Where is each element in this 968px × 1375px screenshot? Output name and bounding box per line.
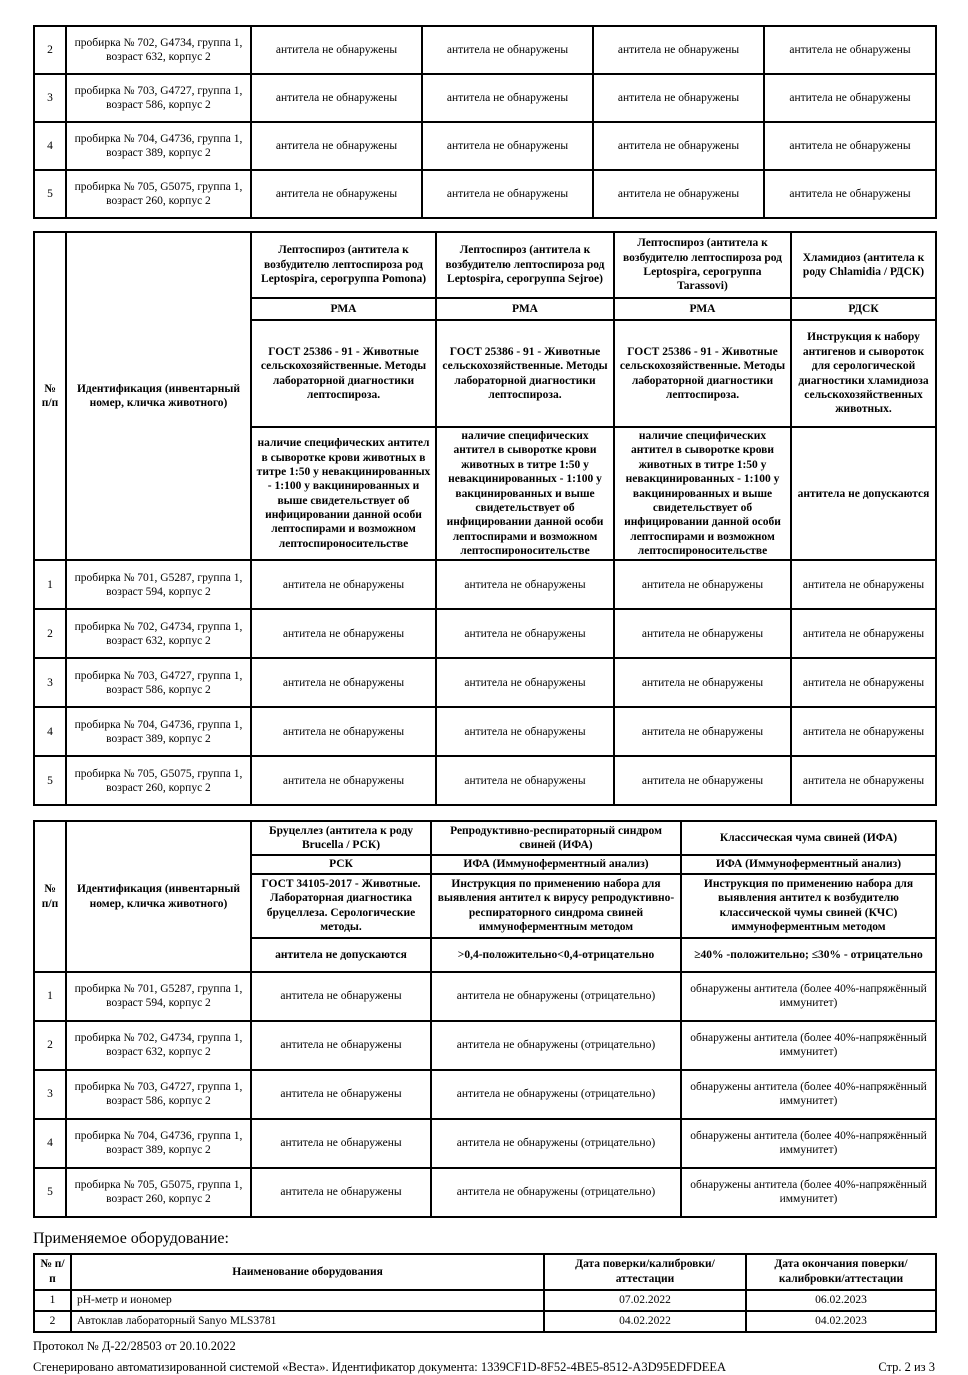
column-header: Дата поверки/калибровки/аттестации (544, 1254, 746, 1290)
sample-id: пробирка № 702, G4734, группа 1, возраст 632, корпус 2 (66, 609, 251, 658)
result-cell: антитела не обнаружены (614, 560, 791, 609)
standard-cell: ГОСТ 25386 - 91 - Животные сельскохозяйственные. Методы лабораторной диагностики лептоспироза. (614, 320, 791, 427)
result-cell: антитела не обнаружены (отрицательно) (431, 1021, 681, 1070)
norm-cell: >0,4-положительно<0,4-отрицательно (431, 938, 681, 972)
method-cell: РМА (436, 298, 614, 320)
result-cell: антитела не обнаружены (251, 972, 431, 1021)
result-cell: антитела не обнаружены (791, 658, 936, 707)
table-row (34, 122, 936, 170)
result-cell: антитела не обнаружены (251, 1119, 431, 1168)
row-number: 4 (34, 122, 66, 170)
row-number: 5 (34, 756, 66, 805)
result-cell: антитела не обнаружены (593, 26, 764, 74)
sample-id: пробирка № 705, G5075, группа 1, возраст 260, корпус 2 (66, 1168, 251, 1217)
method-cell: РСК (251, 855, 431, 873)
sample-id: пробирка № 704, G4736, группа 1, возраст 389, корпус 2 (66, 1119, 251, 1168)
result-cell: антитела не обнаружены (614, 756, 791, 805)
standard-cell: ГОСТ 34105-2017 - Животные. Лабораторная диагностика бруцеллеза. Серологические методы. (251, 874, 431, 938)
result-cell: антитела не обнаружены (436, 560, 614, 609)
table-row (34, 26, 936, 74)
method-cell: РМА (251, 298, 436, 320)
result-cell: обнаружены антитела (более 40%-напряжённый иммунитет) (681, 1021, 936, 1070)
equipment-header-row (34, 1254, 936, 1290)
result-cell: антитела не обнаружены (отрицательно) (431, 1119, 681, 1168)
result-cell: антитела не обнаружены (422, 170, 593, 218)
result-cell: антитела не обнаружены (отрицательно) (431, 972, 681, 1021)
result-cell: антитела не обнаружены (251, 707, 436, 756)
standard-cell: Инструкция по применению набора для выявления антител к возбудителю классической чумы свиней (КЧС) иммуноферментным методом (681, 874, 936, 938)
result-cell: антитела не обнаружены (593, 170, 764, 218)
row-number: 2 (34, 1021, 66, 1070)
row-number: 4 (34, 707, 66, 756)
document-page (33, 0, 935, 1375)
assay-name-row (34, 821, 936, 855)
result-cell: антитела не обнаружены (251, 609, 436, 658)
assay-name-header: Классическая чума свиней (ИФА) (681, 821, 936, 855)
result-cell: антитела не обнаружены (251, 1168, 431, 1217)
method-cell: ИФА (Иммуноферментный анализ) (681, 855, 936, 873)
sample-id: пробирка № 703, G4727, группа 1, возраст 586, корпус 2 (66, 1070, 251, 1119)
table-row (34, 1119, 936, 1168)
result-cell: антитела не обнаружены (отрицательно) (431, 1070, 681, 1119)
result-cell: антитела не обнаружены (отрицательно) (431, 1168, 681, 1217)
result-cell: антитела не обнаружены (251, 74, 422, 122)
result-cell: антитела не обнаружены (764, 26, 936, 74)
table-row (34, 756, 936, 805)
sample-id: пробирка № 703, G4727, группа 1, возраст 586, корпус 2 (66, 74, 251, 122)
row-number: 5 (34, 1168, 66, 1217)
sample-id: пробирка № 705, G5075, группа 1, возраст 260, корпус 2 (66, 756, 251, 805)
result-cell: антитела не обнаружены (791, 707, 936, 756)
row-number: 3 (34, 74, 66, 122)
result-cell: антитела не обнаружены (251, 1070, 431, 1119)
result-cell: антитела не обнаружены (251, 560, 436, 609)
result-cell: антитела не обнаружены (764, 122, 936, 170)
method-cell: РДСК (791, 298, 936, 320)
sample-id: пробирка № 705, G5075, группа 1, возраст 260, корпус 2 (66, 170, 251, 218)
result-cell: антитела не обнаружены (251, 1021, 431, 1070)
assay-name-row (34, 232, 936, 298)
assay-name-header: Лептоспироз (антитела к возбудителю лептоспироза род Leptospira, серогруппа Tarassovi) (614, 232, 791, 298)
column-header: № п/п (34, 1254, 71, 1290)
equipment-name: Автоклав лабораторный Sanyo MLS3781 (71, 1311, 544, 1332)
table-row (34, 1070, 936, 1119)
equipment-table (33, 1253, 937, 1333)
table-row (34, 170, 936, 218)
num-column-header: № п/п (34, 821, 66, 971)
leptospirosis-chlamydia-table (33, 231, 937, 806)
row-number: 1 (34, 560, 66, 609)
column-header: Наименование оборудования (71, 1254, 544, 1290)
result-cell: обнаружены антитела (более 40%-напряжённый иммунитет) (681, 1070, 936, 1119)
result-cell: антитела не обнаружены (614, 658, 791, 707)
identification-column-header: Идентификация (инвентарный номер, кличка животного) (66, 821, 251, 971)
table-row (34, 560, 936, 609)
result-cell: антитела не обнаружены (251, 170, 422, 218)
protocol-number-line: Протокол № Д-22/28503 от 20.10.2022 (33, 1338, 236, 1353)
calibration-date: 04.02.2022 (544, 1311, 746, 1332)
method-cell: РМА (614, 298, 791, 320)
table-row (34, 609, 936, 658)
result-cell: антитела не обнаружены (614, 609, 791, 658)
result-cell: антитела не обнаружены (251, 26, 422, 74)
calibration-expiry-date: 06.02.2023 (746, 1290, 936, 1311)
result-cell: антитела не обнаружены (614, 707, 791, 756)
equipment-section-title: Применяемое оборудование: (33, 1229, 229, 1247)
standard-cell: Инструкция к набору антигенов и сывороток для серологической диагностики хламидиоза сельскохозяйственных животных. (791, 320, 936, 427)
calibration-date: 07.02.2022 (544, 1290, 746, 1311)
assay-name-header: Лептоспироз (антитела к возбудителю лептоспироза род Leptospira, серогруппа Sejroe) (436, 232, 614, 298)
num-column-header: № п/п (34, 232, 66, 560)
result-cell: антитела не обнаружены (422, 122, 593, 170)
result-cell: антитела не обнаружены (791, 560, 936, 609)
norm-cell: наличие специфических антител в сыворотке крови животных в титре 1:50 у невакцинированных - 1:100 у вакцинированных и выше свидетельствует об инфицировании данной особи лептоспирами и возможном лептоспироносительстве (251, 427, 436, 560)
sample-id: пробирка № 704, G4736, группа 1, возраст 389, корпус 2 (66, 707, 251, 756)
page-footer (33, 1339, 935, 1375)
equipment-name: pH-метр и иономер (71, 1290, 544, 1311)
result-cell: антитела не обнаружены (251, 658, 436, 707)
result-cell: антитела не обнаружены (436, 756, 614, 805)
equipment-row (34, 1311, 936, 1332)
table-row (34, 658, 936, 707)
row-number: 1 (34, 972, 66, 1021)
assay-name-header: Репродуктивно-респираторный синдром свиней (ИФА) (431, 821, 681, 855)
row-number: 2 (34, 26, 66, 74)
sample-id: пробирка № 702, G4734, группа 1, возраст 632, корпус 2 (66, 1021, 251, 1070)
sample-id: пробирка № 703, G4727, группа 1, возраст 586, корпус 2 (66, 658, 251, 707)
result-cell: антитела не обнаружены (436, 609, 614, 658)
result-cell: антитела не обнаружены (593, 122, 764, 170)
calibration-expiry-date: 04.02.2023 (746, 1311, 936, 1332)
standard-cell: Инструкция по применению набора для выявления антител к вирусу репродуктивно-респираторного синдрома свиней иммуноферментным методом (431, 874, 681, 938)
result-cell: обнаружены антитела (более 40%-напряжённый иммунитет) (681, 972, 936, 1021)
sample-id: пробирка № 702, G4734, группа 1, возраст 632, корпус 2 (66, 26, 251, 74)
assay-name-header: Лептоспироз (антитела к возбудителю лептоспироза род Leptospira, серогруппа Pomona) (251, 232, 436, 298)
table-row (34, 1021, 936, 1070)
result-cell: антитела не обнаружены (791, 609, 936, 658)
table-row (34, 707, 936, 756)
result-cell: антитела не обнаружены (251, 122, 422, 170)
column-header: Дата окончания поверки/калибровки/аттестации (746, 1254, 936, 1290)
result-cell: антитела не обнаружены (764, 74, 936, 122)
result-cell: антитела не обнаружены (422, 26, 593, 74)
row-number: 3 (34, 1070, 66, 1119)
result-cell: обнаружены антитела (более 40%-напряжённый иммунитет) (681, 1119, 936, 1168)
equipment-row (34, 1290, 936, 1311)
assay-name-header: Бруцеллез (антитела к роду Brucella / РСК) (251, 821, 431, 855)
sample-id: пробирка № 701, G5287, группа 1, возраст 594, корпус 2 (66, 560, 251, 609)
standard-cell: ГОСТ 25386 - 91 - Животные сельскохозяйственные. Методы лабораторной диагностики лептоспироза. (436, 320, 614, 427)
row-number: 3 (34, 658, 66, 707)
result-cell: антитела не обнаружены (436, 658, 614, 707)
table-row (34, 74, 936, 122)
norm-cell: антитела не допускаются (251, 938, 431, 972)
norm-cell: антитела не допускаются (791, 427, 936, 560)
row-number: 4 (34, 1119, 66, 1168)
identification-column-header: Идентификация (инвентарный номер, кличка животного) (66, 232, 251, 560)
norm-cell: ≥40% -положительно; ≤30% - отрицательно (681, 938, 936, 972)
assay-name-header: Хламидиоз (антитела к роду Chlamidia / РДСК) (791, 232, 936, 298)
page-indicator: Стр. 2 из 3 (878, 1359, 935, 1374)
brucellosis-prrs-csf-table (33, 820, 937, 1217)
sample-id: пробирка № 701, G5287, группа 1, возраст 594, корпус 2 (66, 972, 251, 1021)
table-row (34, 1168, 936, 1217)
results-table-continuation (33, 25, 937, 219)
row-number: 1 (34, 1290, 71, 1311)
row-number: 2 (34, 1311, 71, 1332)
norm-cell: наличие специфических антител в сыворотке крови животных в титре 1:50 у невакцинированных - 1:100 у вакцинированных и выше свидетельствует об инфицировании данной особи лептоспирами и возможном лептоспироносительстве (614, 427, 791, 560)
norm-cell: наличие специфических антител в сыворотке крови животных в титре 1:50 у невакцинированных - 1:100 у вакцинированных и выше свидетельствует об инфицировании данной особи лептоспирами и возможном лептоспироносительстве (436, 427, 614, 560)
result-cell: антитела не обнаружены (593, 74, 764, 122)
standard-cell: ГОСТ 25386 - 91 - Животные сельскохозяйственные. Методы лабораторной диагностики лептоспироза. (251, 320, 436, 427)
row-number: 5 (34, 170, 66, 218)
result-cell: антитела не обнаружены (791, 756, 936, 805)
generated-by-line: Сгенерировано автоматизированной системой «Веста». Идентификатор документа: 1339CF1D-8F52-4BE5-8512-A3D95EDFDEEA (33, 1359, 727, 1374)
result-cell: обнаружены антитела (более 40%-напряжённый иммунитет) (681, 1168, 936, 1217)
row-number: 2 (34, 609, 66, 658)
result-cell: антитела не обнаружены (251, 756, 436, 805)
method-cell: ИФА (Иммуноферментный анализ) (431, 855, 681, 873)
result-cell: антитела не обнаружены (422, 74, 593, 122)
result-cell: антитела не обнаружены (436, 707, 614, 756)
sample-id: пробирка № 704, G4736, группа 1, возраст 389, корпус 2 (66, 122, 251, 170)
table-row (34, 972, 936, 1021)
result-cell: антитела не обнаружены (764, 170, 936, 218)
